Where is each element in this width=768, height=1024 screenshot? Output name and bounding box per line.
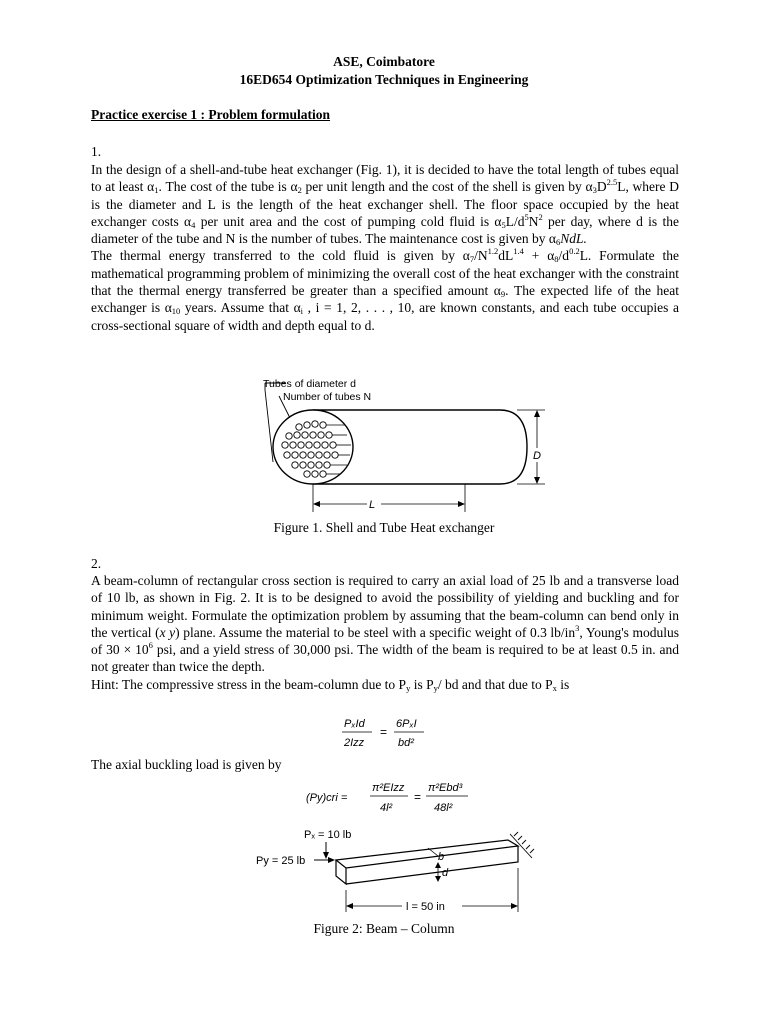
svg-text:4l²: 4l² [380, 802, 393, 814]
stress-equation [340, 714, 430, 752]
py-load-label: Py = 25 lb [256, 855, 306, 867]
problem-2-number: 2. [91, 556, 102, 571]
figure-1-caption: Figure 1. Shell and Tube Heat exchanger [273, 520, 495, 535]
figure-2-caption: Figure 2: Beam – Column [313, 921, 455, 936]
svg-text:bd²: bd² [398, 737, 414, 749]
beam [336, 840, 518, 884]
svg-text:6PₓI: 6PₓI [396, 718, 417, 730]
exercise-title: Practice exercise 1 : Problem formulation [91, 107, 331, 122]
problem-1-number: 1. [91, 144, 102, 159]
d-dimension-label: D [533, 450, 541, 462]
svg-text:48l²: 48l² [434, 802, 453, 814]
svg-text:π²EIzz: π²EIzz [372, 782, 405, 794]
buckling-text: The axial buckling load is given by [91, 757, 282, 772]
svg-text:(Py)cri =: (Py)cri = [306, 792, 348, 804]
svg-text:2Izz: 2Izz [344, 737, 365, 749]
svg-text:π²Ebd³: π²Ebd³ [428, 782, 463, 794]
problem-1-text: In the design of a shell-and-tube heat exchanger (Fig. 1), it is decided to have the total length of tubes equal to at least $\alpha_1$. The cost of the tube is $\alpha_2$ per unit length and the cost of the shell is given by $\alpha_3D^{2.5}L$, where D is the diameter and L is the length of the heat exchanger shell. The floor space occupied by the heat exchanger costs $\alpha_4$ per unit area and the cost of pumping cold fluid is $\alpha_5L/d^5N^2$ per day, where d is the diameter of the tube and N is the number of tubes. The maintenance cost is given by $\alpha_6NdL$. The thermal energy transferred to the cold fluid is given by $\alpha_7/N^{1.2}dL^{1.4} + \alpha_8/d^{0.2}L$. Formulate the mathematical programming problem of minimizing the overall cost of the heat exchanger with the constraint that the thermal energy transferred be greater than a specified amount $\alpha_9$. The expected life of the heat exchanger is $\alpha_{10}$ years. Assume that $\alpha_i$ , i = 1, 2, . . . , 10, are known constants, and each tube occupies a cross-sectional square of width and depth equal to d. [91, 162, 680, 333]
hint-text: Hint: The compressive stress in the beam-column due to $P_y$ is $P_y/$ bd and that due to $P_x$ is [91, 676, 570, 693]
problem-2-text: A beam-column of rectangular cross section is required to carry an axial load of 25 lb and a transverse load of 10 lb, as shown in Fig. 2. It is to be designed to avoid the possibility of yielding and buckling and for minimum weight. Formulate the optimization problem by assuming that the beam-column can bend only in the vertical (x y) plane. Assume the material to be steel with a specific weight of 0.3 $lb/in^3$, Young's modulus of $30 \times 10^6$ psi, and a yield stress of 30,000 psi. The width of the beam is required to be at least 0.5 in. and not greater than twice the depth. Hint: The compressive stress in the beam-column due to $P_y$ is $P_y/$ bd and that due to $P_x$ is [91, 573, 679, 693]
svg-text:=: = [380, 725, 388, 739]
tubes-diameter-label: Tubes of diameter d [263, 378, 356, 390]
length-label: l = 50 in [406, 901, 445, 913]
b-label: b [438, 851, 445, 863]
beam-column-figure [252, 824, 542, 920]
heat-exchanger-figure [255, 372, 555, 512]
px-load-label: Pₓ = 10 lb [304, 829, 352, 841]
l-dimension-label: L [369, 499, 376, 511]
course-title: 16ED654 Optimization Techniques in Engineering [239, 72, 529, 87]
svg-text:=: = [414, 790, 422, 804]
buckling-equation [304, 778, 474, 818]
number-tubes-label: Number of tubes N [283, 391, 372, 403]
svg-text:PₓId: PₓId [344, 718, 365, 730]
institution-title: ASE, Coimbatore [333, 54, 435, 69]
d-label: d [442, 867, 449, 879]
